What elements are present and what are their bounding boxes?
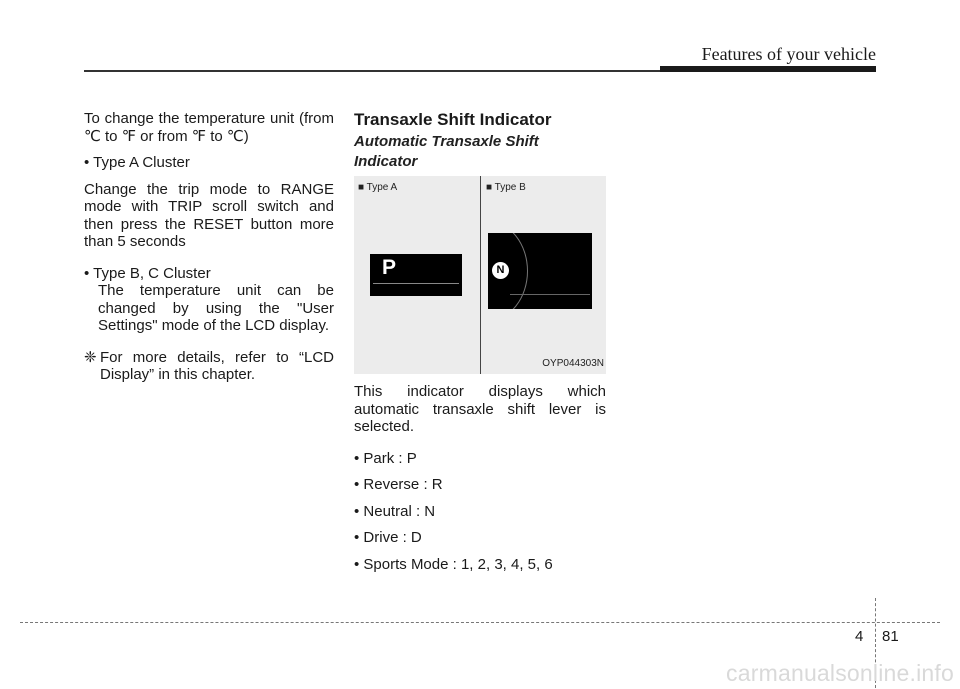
list-item-drive: • Drive : D	[354, 529, 422, 546]
figure-label-type-b: ■ Type B	[486, 182, 526, 193]
figure-code: OYP044303N	[542, 357, 604, 369]
footer-rule	[20, 622, 940, 623]
header-rule-accent	[660, 66, 876, 72]
list-item-neutral: • Neutral : N	[354, 502, 436, 520]
chapter-number: 4	[855, 628, 864, 645]
type-b-display-line	[510, 294, 590, 295]
type-b-gear-indicator: N	[492, 262, 509, 279]
type-a-display	[370, 254, 462, 296]
list-item-sports-mode: • Sports Mode : 1, 2, 3, 4, 5, 6	[354, 555, 553, 573]
indicator-description: This indicator displays which automatic transaxle shift lever is selected.	[354, 383, 606, 435]
type-a-display-line	[373, 283, 459, 284]
type-bc-cluster-label: • Type B, C Cluster	[84, 264, 211, 282]
note-text: For more details, refer to “LCD Display” in this chapter.	[100, 348, 334, 383]
watermark: carmanualsonline.info	[726, 660, 954, 686]
figure-label-type-a: ■ Type A	[358, 182, 398, 193]
type-bc-instructions: The temperature unit can be changed by using the "User Settings" mode of the LCD display.	[98, 282, 334, 334]
figure-divider	[480, 176, 481, 374]
note	[84, 349, 334, 384]
type-b-display	[488, 233, 592, 309]
type-a-gear-indicator: P	[382, 256, 397, 279]
type-a-cluster-label: • Type A Cluster	[84, 154, 190, 171]
list-item-reverse: • Reverse : R	[354, 476, 443, 493]
sub-title: Automatic Transaxle Shift Indicator	[354, 133, 539, 170]
shift-indicator-figure	[354, 176, 606, 374]
list-item-park: • Park : P	[354, 449, 417, 467]
running-header-title: Features of your vehicle	[701, 44, 876, 64]
type-a-instructions: Change the trip mode to RANGE mode with TRIP scroll switch and then press the RESET button more than 5 seconds	[84, 180, 334, 250]
intro-paragraph: To change the temperature unit (from ℃ to ℉ or from ℉ to ℃)	[84, 110, 334, 145]
left-column	[84, 110, 334, 384]
section-title: Transaxle Shift Indicator	[354, 110, 552, 129]
note-mark: ❈	[84, 348, 97, 366]
page-number: 81	[882, 628, 899, 645]
right-column	[354, 110, 606, 573]
